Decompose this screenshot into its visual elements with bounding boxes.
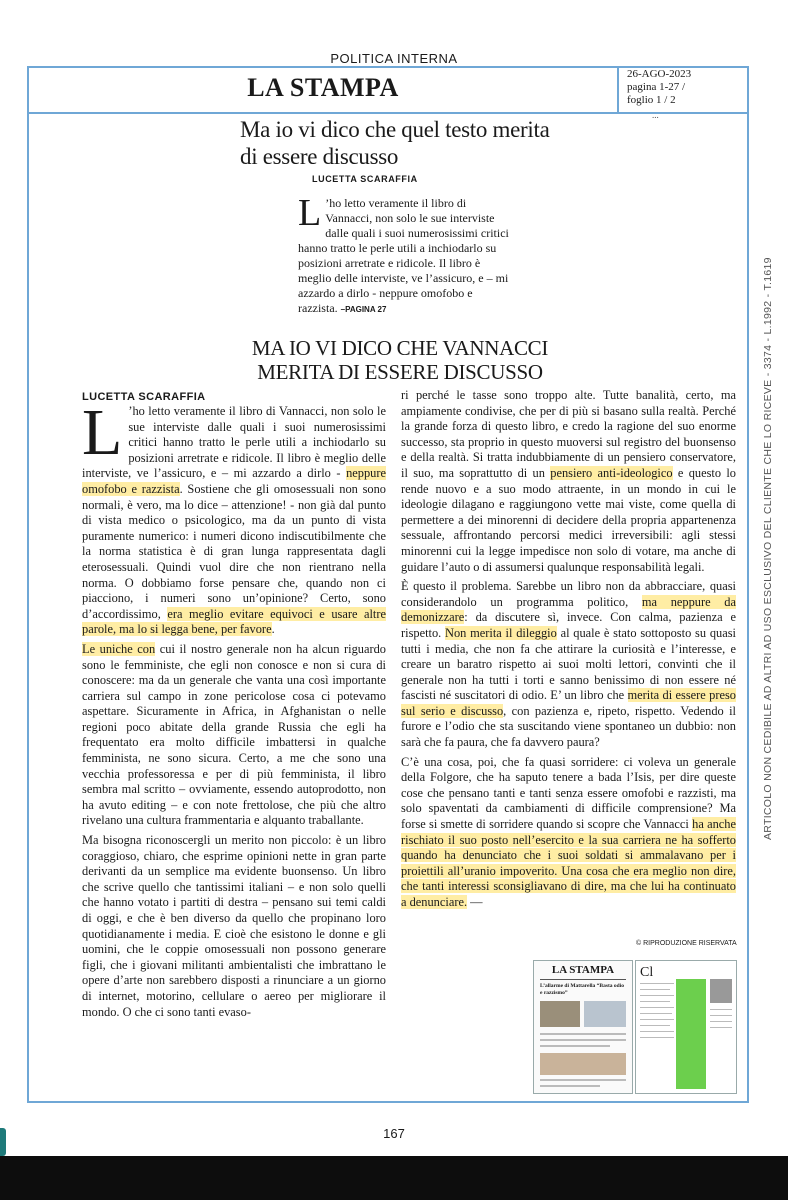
page-number: 167 (383, 1126, 405, 1141)
highlighted-column (676, 979, 706, 1089)
paragraph: C’è una cosa, poi, che fa quasi sorridere: ci voleva un generale della Folgore, che ha saputo tenere a bada l’Isis, per dire queste cose che pensano tanti e tanti senza essere omofobi e razzisti, ma solo spaventati da cambiamenti di difficile comprensione? Ma forse si smette di sorridere quando si scopre che Vannacci ha anche rischiato il suo posto nell’esercito e la sua carriera ne ha sofferto quando ha denunciato che i suoi soldati si ammalavano per i proiettili all’uranio impoverito. Una cosa che era meglio non dire, che tanti interessi sconsigliavano di dire, ma che lui ha continuato a denunciare. — (401, 754, 736, 909)
paragraph: ri perché le tasse sono troppo alte. Tutte banalità, certo, ma ampiamente condivise, che per di più si basano sulla realtà. Perché la grande forza di questo libro, e credo la ragione del suo enorme successo, sta proprio in questo muoversi sul registro del buonsenso e della realtà. Si tratta indubbiamente di un pensiero conservatore, il suo, ma soprattutto di un pensiero anti-ideologico e questo lo rende nuovo e a suo modo attraente, in un mondo in cui le ideologie dilagano e raggiungono vette mai viste, come quella di permettere a dei minorenni di decidere della propria appartenenza sessuale, affrontando percorsi medici irreversibili: agli stessi minorenni cui la legge impedisce non solo di votare, ma anche di guidare l’auto o di assumersi qualunque responsabilità legali. (401, 388, 736, 574)
inside-page-thumbnail (635, 960, 737, 1094)
front-summary-text: ’ho letto veramente il libro di Vannacci, non solo le sue interviste dalle quali i suoi numerosissimi critici hanno tratto le perle utili a inchiodarlo su posizioni arretrate e ridicole. Il libro è meglio delle interviste, ve l’assicuro, e – mi azzardo a dirlo - neppure omofobo e razzista. (298, 196, 509, 315)
clipping-meta (627, 68, 747, 107)
thumbnail-logo: LA STAMPA (551, 964, 615, 976)
highlight: pensiero anti-ideologico (550, 465, 673, 480)
front-drop-cap: L (298, 192, 322, 234)
meta-dots: ... (652, 110, 659, 120)
front-byline: LUCETTA SCARAFFIA (312, 174, 418, 184)
side-notice-text: ARTICOLO NON CEDIBILE AD ALTRI AD USO ESCLUSIVO DEL CLIENTE CHE LO RICEVE - 3374 - L.1992 - T.1619 (762, 257, 774, 840)
bottom-bar (0, 1156, 788, 1200)
front-headline: Ma io vi dico che quel testo merita di essere discusso (240, 117, 550, 169)
thumbnail-photo (584, 1001, 626, 1027)
clipping-sheet: foglio 1 / 2 (627, 94, 676, 106)
thumbnail-headline: L’allarme di Mattarella “Basta odio e razzismo” (540, 983, 625, 996)
thumbnail-photo (540, 1001, 580, 1027)
thumbnail-logo: Cl (640, 965, 654, 980)
page-reference: –PAGINA 27 (340, 305, 387, 314)
side-notice (760, 257, 776, 840)
paragraph: È questo il problema. Sarebbe un libro non da abbracciare, quasi considerandolo un programma politico, ma neppure da demonizzare: da discutere sì, invece. Con calma, pazienza e rispetto. Non merita il dileggio al quale è stato sottoposto su quasi tutti i media, che non fa che attirare la curiosità e l’interesse, e creare un baratro rispetto ai suoi molti lettori, convinti che il generale non ha tutti i torti e sanno benissimo di non essere né fascisti né suscitatori di odio. E’ un libro che merita di essere preso sul serio e discusso, con pazienza e, ripeto, rispetto. Vedendo il furore e l’odio che sta suscitando viene spontaneo un dubbio: non sarà che fa paura, che fa davvero paura? (401, 579, 736, 750)
clipping-date: 26-AGO-2023 (627, 68, 692, 80)
front-summary (298, 192, 510, 317)
highlight: Non merita il dileggio (445, 625, 557, 640)
highlight: ma neppure da demonizzare (401, 594, 736, 625)
copyright-note: © RIPRODUZIONE RISERVATA (636, 940, 737, 947)
article-headline-line2: MERITA DI ESSERE DISCUSSO (257, 360, 543, 384)
drop-cap: L (82, 396, 123, 469)
highlight: Le uniche con (82, 641, 156, 656)
highlight: era meglio evitare equivoci e usare altre parole, ma lo si legga bene, per favore (82, 606, 386, 637)
article-byline: LUCETTA SCARAFFIA (82, 391, 206, 403)
highlight: ha anche rischiato il suo posto nell’esercito e la sua carriera ne ha sofferto quando ha denunciato che i suoi soldati si ammalavano per i proiettili all’uranio impoverito. Una cosa che era meglio non dire, che tanti interessi sconsigliavano di dire, ma che lui ha continuato a denunciare. (401, 817, 736, 909)
article-headline (200, 336, 600, 384)
thumbnail-photo (710, 979, 732, 1003)
article-headline-line1: MA IO VI DICO CHE VANNACCI (251, 336, 549, 360)
paragraph: Ma bisogna riconoscergli un merito non piccolo: è un libro coraggioso, chiaro, che esprime opinioni nette in gran parte derivanti da un semplice ma evidente buonsenso. Un libro che scrive quello che tantissimi italiani – e non solo quelli che hanno votato i partiti di destra – pensano sui temi caldi di oggi, e che è ben diverso da quello che propinano loro quotidianamente i media. E cioè che esistono le donne e gli uomini, che le coppie omosessuali non possono generare figli, che i giovani militanti ambientalisti che imbrattano le opere d’arte non sarebbero disposti a rinunciare a un giorno di internet, motorino, cellulare o aereo per migliorare il mondo. O che ci sono tanti evaso- (82, 833, 386, 1019)
front-page-thumbnail (533, 960, 633, 1094)
section-label: POLITICA INTERNA (330, 51, 458, 66)
highlight: merita di essere preso sul serio e discusso (401, 688, 736, 718)
article-column-2 (401, 388, 736, 915)
clipping-pages: pagina 1-27 / (627, 81, 686, 93)
highlight: neppure omofobo e razzista (82, 466, 386, 496)
paragraph: Le uniche con cui il nostro generale non ha alcun riguardo sono le femministe, che egli non conosce e non si cura di conoscere: ma da un generale che vanta una così importante carriera sul campo in zone pericolose cosa ci potevamo aspettare. Sicuramente in Africa, in Afghanistan o nelle regioni poco abitate della grande Russia che egli ha frequentato era molto difficile imbattersi in qualche femminista, ne sono sicura. Certo, a me che sono una vecchia professoressa e per di più femminista, il libro sembra mal scritto – ovviamente, essendo autoprodotto, non ha avuto editing – e con note frettolose, che più che altro rivelano una cultura frammentaria e alquanto traballante. (82, 641, 387, 828)
thumbnail-photo (540, 1053, 626, 1075)
window-edge (0, 1128, 6, 1156)
paragraph: L ’ho letto veramente il libro di Vannacci, non solo le sue interviste dalle quali i suoi numerosissimi critici hanno tratto le perle utili a inchiodarlo su posizioni arretrate e ridicole. Il libro è meglio delle interviste, ve l’assicuro, e – mi azzardo a dirlo - neppure omofobo e razzista. Sostiene che gli omosessuali non sono normali, è vero, ma lo dice – attenzione! - non già dal punto di vista medico o psicologico, ma da un punto di vista puramente numerico: i numeri dicono indiscutibilmente che la norma statistica è di gran lunga rappresentata dagli eterosessuali. Quindi vuol dire che non rientrano nella norma. O dobbiamo forse pensare che, quando non ci piacciono, i numeri sono un’opinione? Certo, sono d’accordissimo, era meglio evitare equivoci e usare altre parole, ma lo si legga bene, per favore. (82, 396, 386, 637)
newspaper-logo: LA STAMPA (247, 73, 399, 102)
